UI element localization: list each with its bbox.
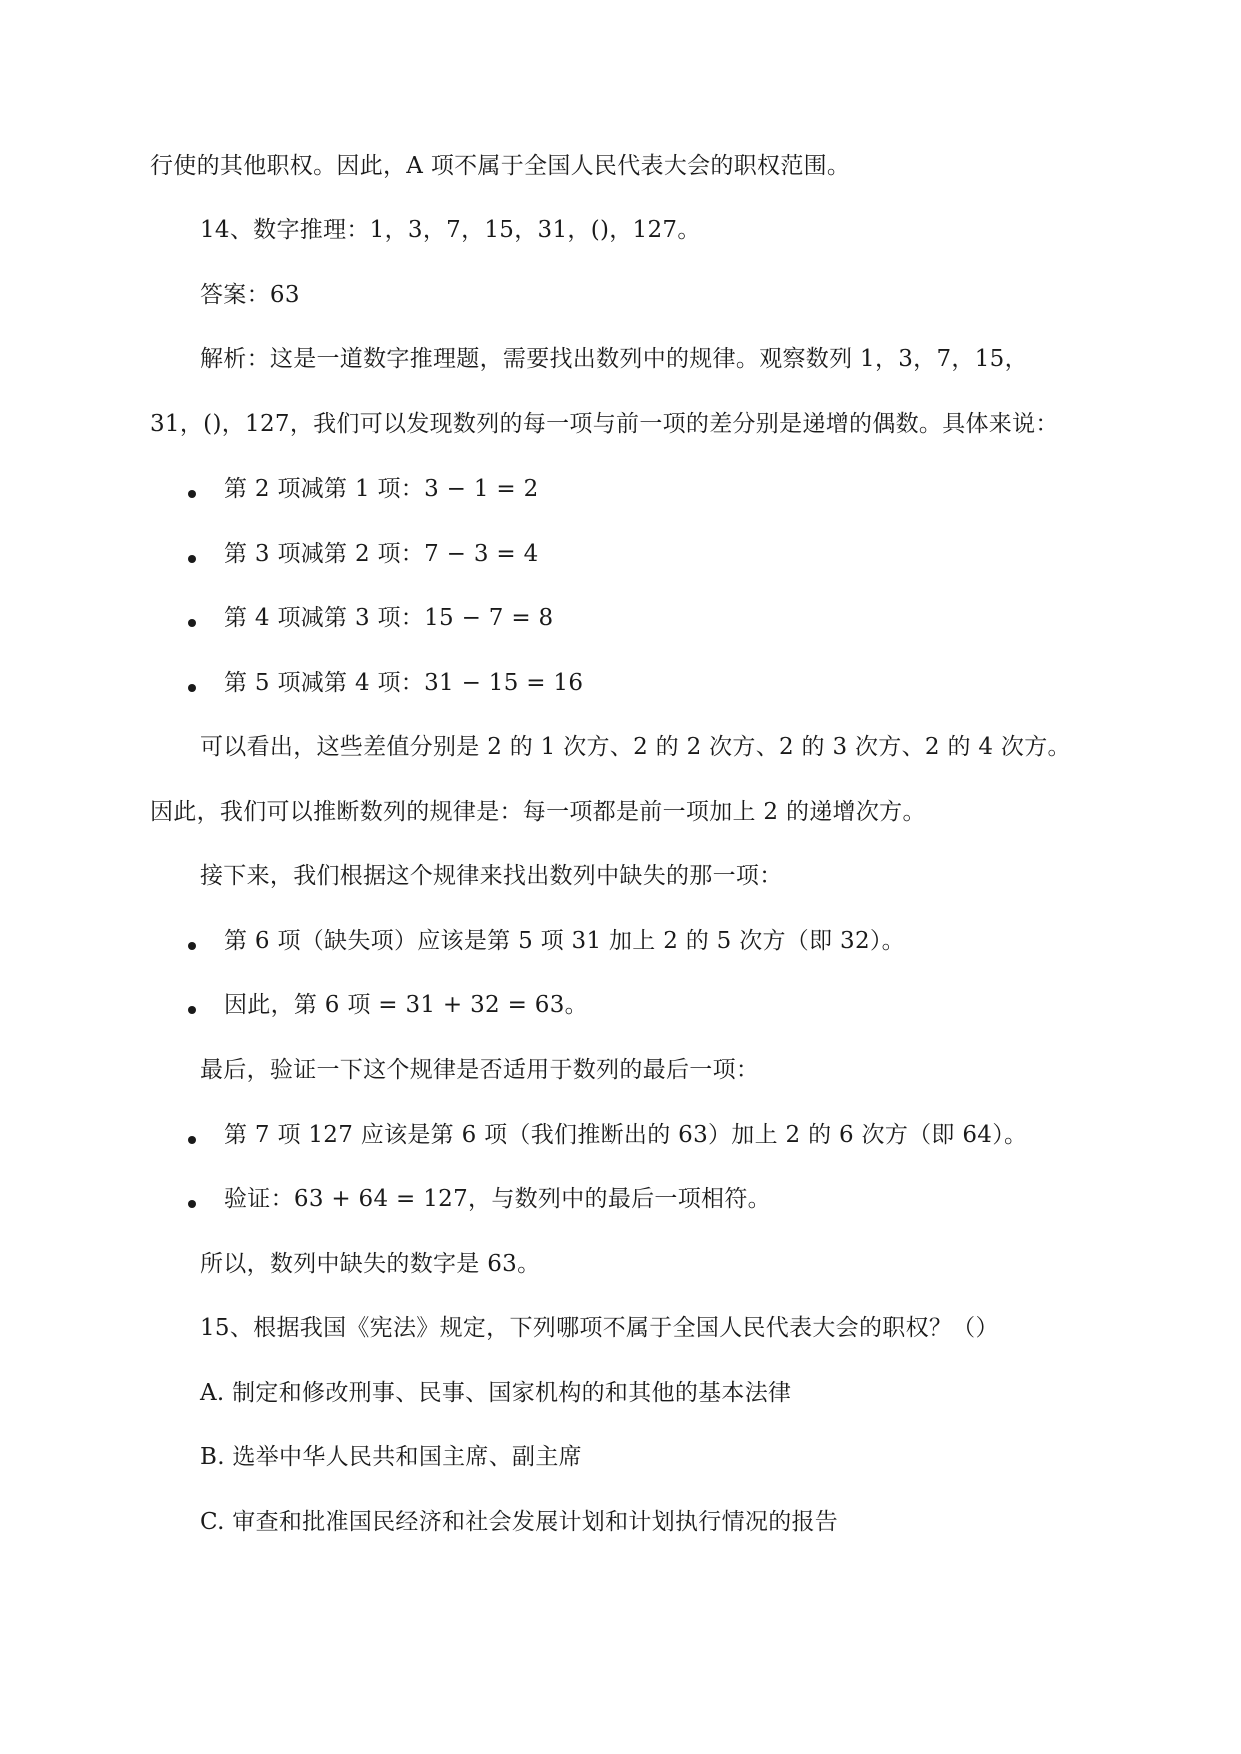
paragraph-line: 可以看出，这些差值分别是 2 的 1 次方、2 的 2 次方、2 的 3 次方、2 的 4 次方。 xyxy=(200,734,1071,760)
paragraph-line: 接下来，我们根据这个规律来找出数列中缺失的那一项： xyxy=(200,863,783,889)
conclusion-line: 所以，数列中缺失的数字是 63。 xyxy=(200,1251,541,1277)
bullet-item: 第 7 项 127 应该是第 6 项（我们推断出的 63）加上 2 的 6 次方（即 64）。 xyxy=(224,1122,1028,1148)
paragraph-line: 因此，我们可以推断数列的规律是：每一项都是前一项加上 2 的递增次方。 xyxy=(150,799,926,825)
option-c: C. 审查和批准国民经济和社会发展计划和计划执行情况的报告 xyxy=(200,1509,839,1535)
bullet-item: 第 6 项（缺失项）应该是第 5 项 31 加上 2 的 5 次方（即 32）。 xyxy=(224,928,905,954)
option-a: A. 制定和修改刑事、民事、国家机构的和其他的基本法律 xyxy=(200,1380,792,1406)
bullet-item: 因此，第 6 项 = 31 + 32 = 63。 xyxy=(224,992,588,1018)
bullet-item: 第 4 项减第 3 项：15 − 7 = 8 xyxy=(224,605,554,631)
bullet-dot xyxy=(188,490,196,498)
bullet-item: 第 2 项减第 1 项：3 − 1 = 2 xyxy=(224,476,539,502)
paragraph-line: 最后，验证一下这个规律是否适用于数列的最后一项： xyxy=(200,1057,760,1083)
bullet-dot xyxy=(188,555,196,563)
bullet-item: 第 3 项减第 2 项：7 − 3 = 4 xyxy=(224,541,539,567)
question-14-title: 14、数字推理：1，3，7，15，31，()，127。 xyxy=(200,217,701,243)
bullet-dot xyxy=(188,619,196,627)
bullet-dot xyxy=(188,684,196,692)
bullet-item: 验证：63 + 64 = 127，与数列中的最后一项相符。 xyxy=(224,1186,771,1212)
bullet-dot xyxy=(188,1006,196,1014)
bullet-item: 第 5 项减第 4 项：31 − 15 = 16 xyxy=(224,670,584,696)
bullet-dot xyxy=(188,1200,196,1208)
bullet-dot xyxy=(188,942,196,950)
question-15-title: 15、根据我国《宪法》规定，下列哪项不属于全国人民代表大会的职权？（） xyxy=(200,1315,999,1341)
paragraph-line: 行使的其他职权。因此，A 项不属于全国人民代表大会的职权范围。 xyxy=(150,153,851,179)
analysis-line: 解析：这是一道数字推理题，需要找出数列中的规律。观察数列 1，3，7，15， xyxy=(200,346,1028,372)
analysis-continuation: 31，()，127，我们可以发现数列的每一项与前一项的差分别是递增的偶数。具体来说： xyxy=(150,411,1059,437)
bullet-dot xyxy=(188,1136,196,1144)
option-b: B. 选举中华人民共和国主席、副主席 xyxy=(200,1444,582,1470)
answer-line: 答案：63 xyxy=(200,282,300,308)
